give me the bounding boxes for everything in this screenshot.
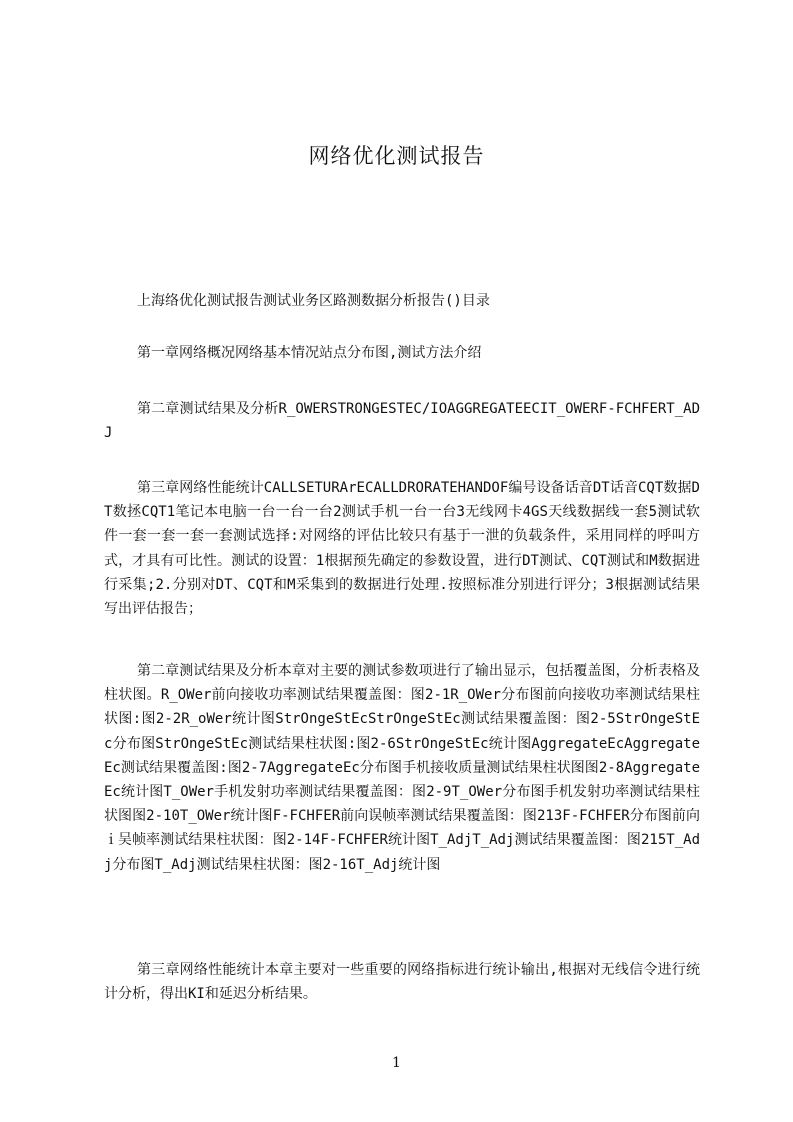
page-number: 1 [392,1055,401,1071]
chapter3-detail: 第三章网络性能统计本章主要对一些重要的网络指标进行统讣输出,根据对无线信令进行统计分析，得出KI和延迟分析结果。 [104,962,700,1003]
document-title: 网络优化测试报告 [308,144,485,168]
toc-heading: 上海络优化测试报告测试业务区路测数据分析报告()目录 [137,293,490,309]
chapter2-summary: 第二章测试结果及分析R_OWERSTRONGESTEC/IOAGGREGATEECIT_OWERF-FCHFERT_ADJ [104,401,700,442]
chapter3-summary: 第三章网络性能统计CALLSETURArECALLDRORATEHANDOF编号设备话音DT话音CQT数据DT数拯CQT1笔记本电脑一台一台一台2测试手机一台一台3无线网卡4GS天线数据线一套5测试软件一套一套一套一套测试选择:对网络的评估比较只有基于一泄的负载条件，采用同样的呼叫方式，才具有可比性。测试的设置：1根据预先确定的参数设置，进行DT测试、CQT测试和M数据进行采集;2.分别对DT、CQT和M采集到的数据进行处理.按照标准分别进行评分；3根据测试结果写出评估报告； [104,480,700,618]
chapter1-summary: 第一章网络概况网络基本情况站点分布图,测试方法介绍 [137,345,482,361]
chapter2-detail: 第二章测试结果及分析本章对主要的测试参数项进行了输出显示，包括覆盖图，分析表格及柱状图。R_OWer前向接收功率测试结果覆盖图：图2-1R_OWer分布图前向接收功率测试结果柱状图:图2-2R_oWer统计图StrOngeStEcStrOngeStEc测试结果覆盖图：图2-5StrOngeStEc分布图StrOngeStEc测试结果柱状图:图2-6StrOngeStEc统计图AggregateEcAggregateEc测试结果覆盖图:图2-7AggregateEc分布图手机接收质量测试结果柱状图图2-8AggregateEc统计图T_OWer手机发射功率测试结果覆盖图：图2-9T_OWer分布图手机发射功率测试结果柱状图图2-10T_OWer统计图F-FCHFER前向误帧率测试结果覆盖图：图213F-FCHFER分布图前向ｉ吴帧率测试结果柱状图：图2-14F-FCHFER统计图T_AdjT_Adj测试结果覆盖图：图215T_Adj分布图T_Adj测试结果柱状图：图2-16T_Adj统计图 [104,663,700,873]
